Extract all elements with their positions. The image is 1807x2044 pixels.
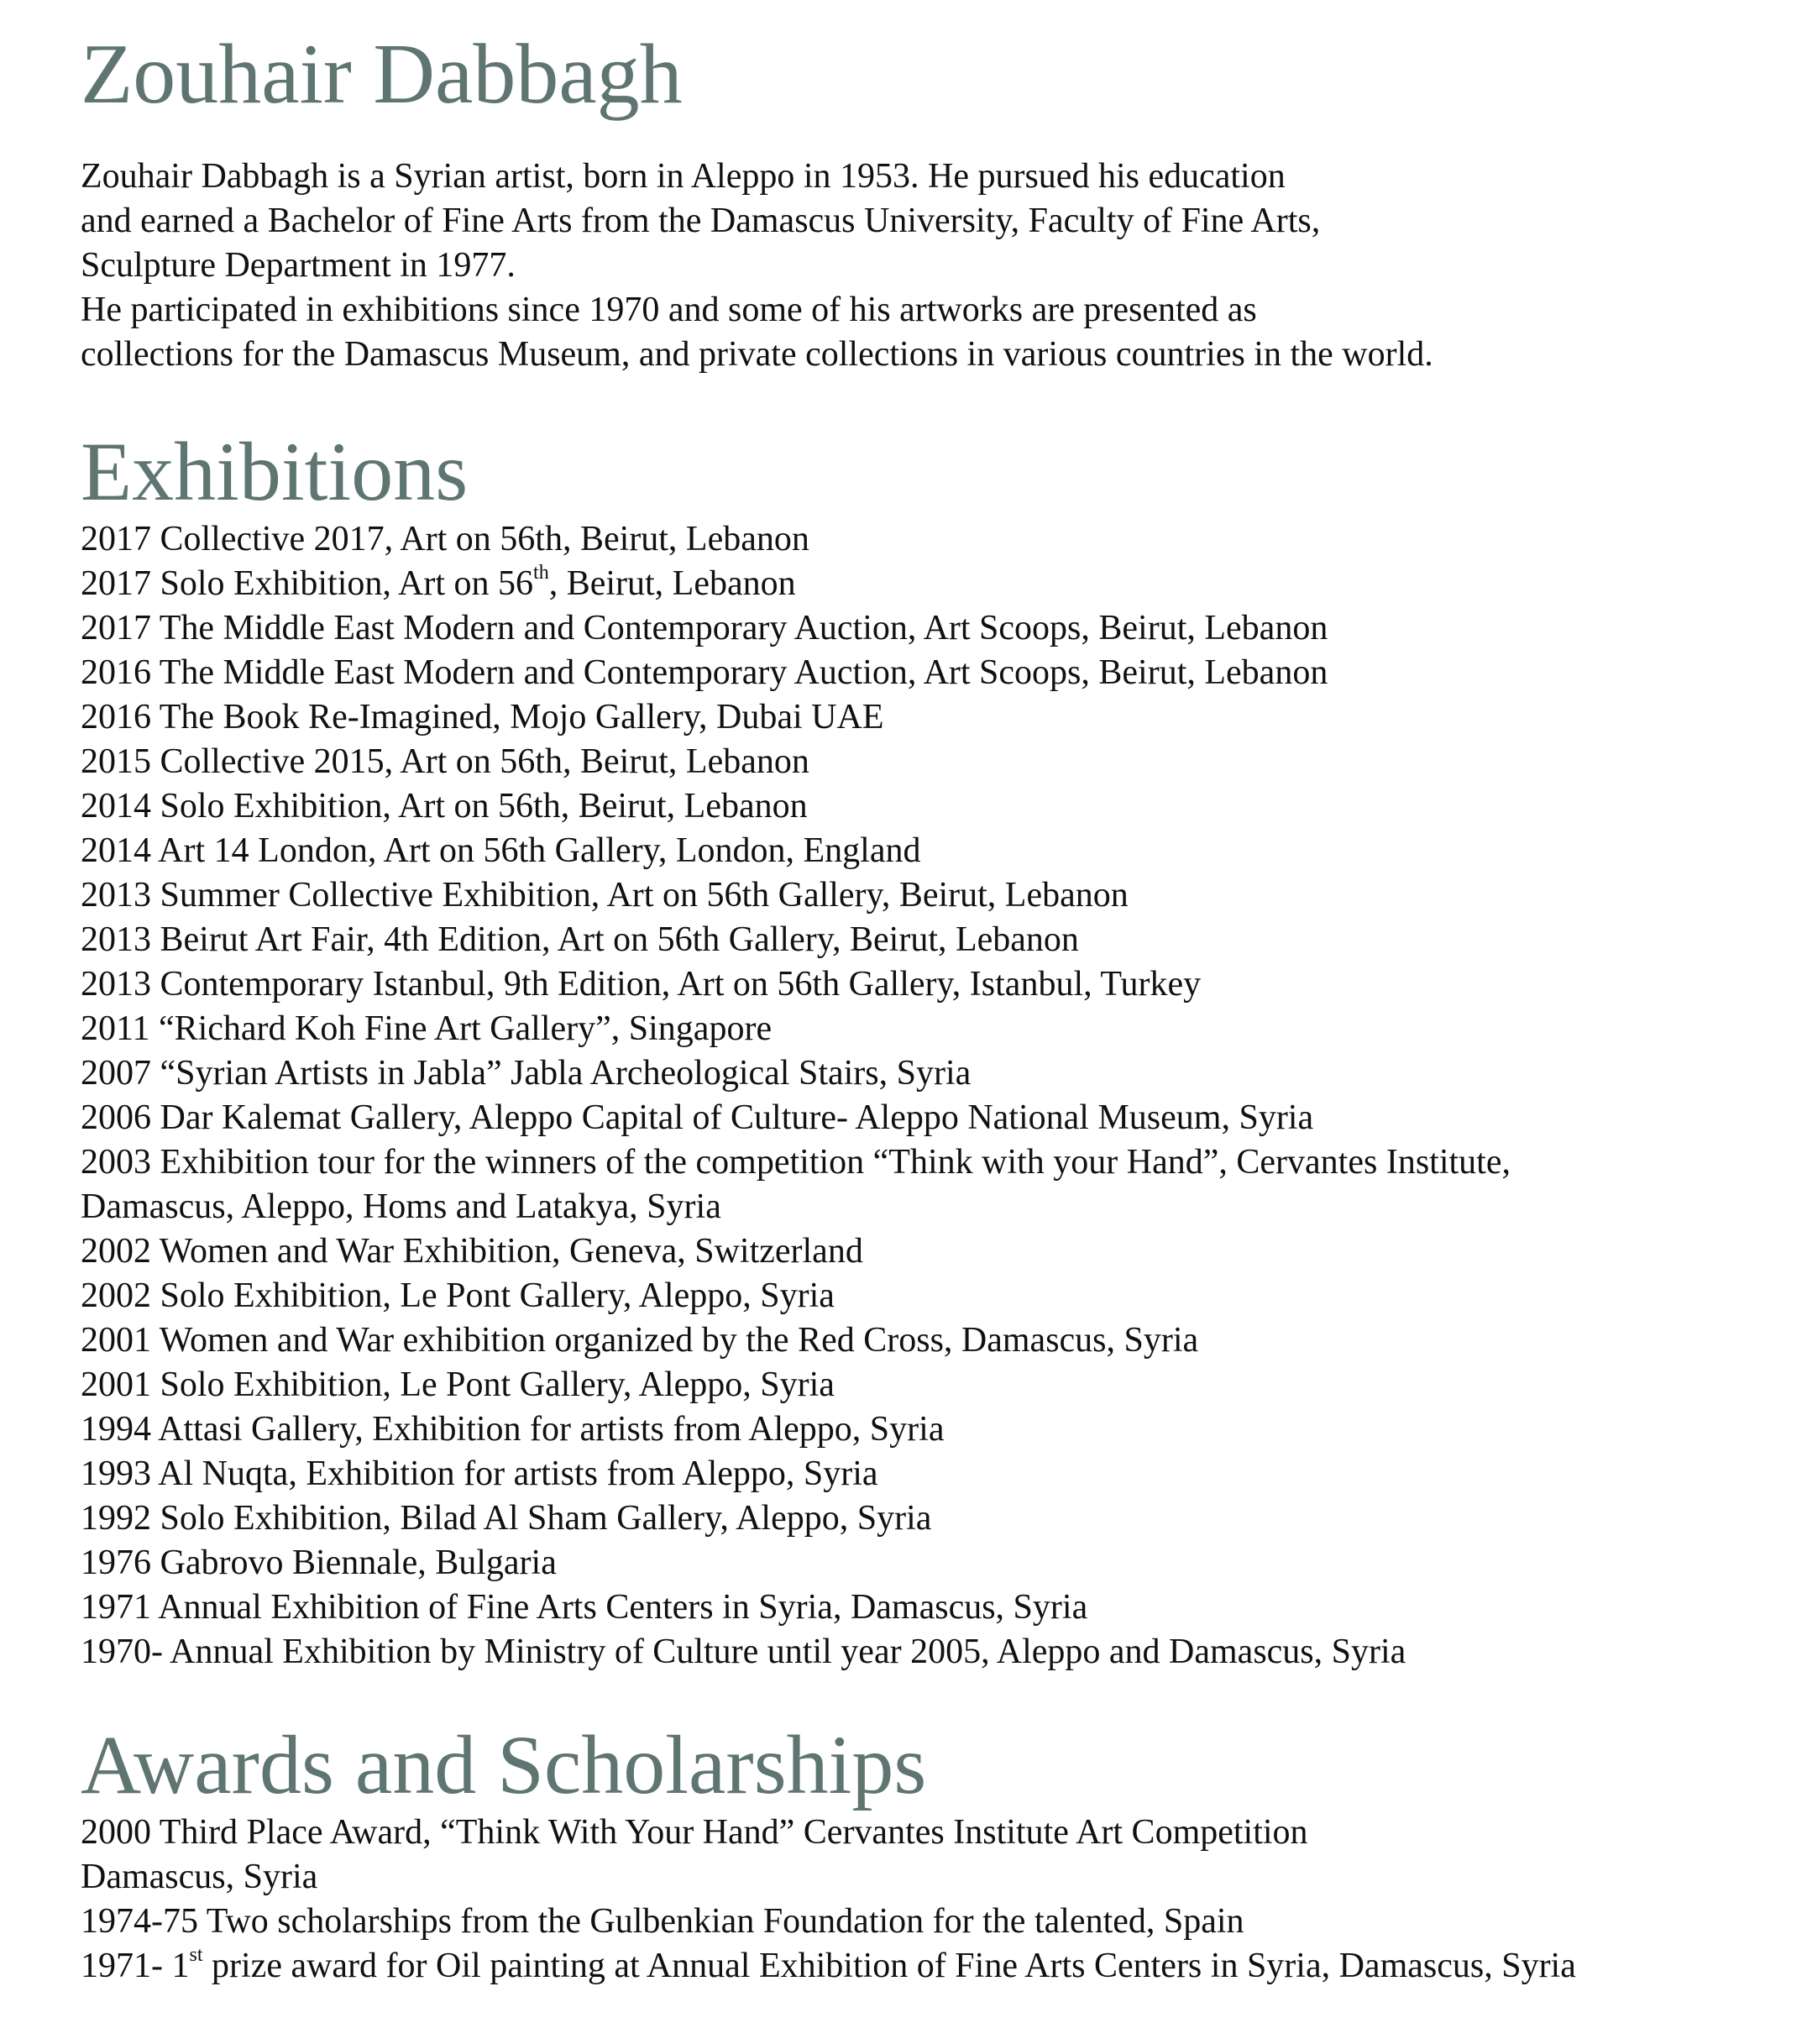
bio-line: He participated in exhibitions since 1970 and some of his artworks are presented as [81, 291, 1257, 329]
exhibition-item: 2017 The Middle East Modern and Contemporary Auction, Art Scoops, Beirut, Lebanon [81, 609, 1328, 647]
exhibition-item: 2015 Collective 2015, Art on 56th, Beirut, Lebanon [81, 742, 809, 781]
exhibition-item: 2013 Contemporary Istanbul, 9th Edition, Art on 56th Gallery, Istanbul, Turkey [81, 965, 1202, 1004]
exhibition-item: 2001 Women and War exhibition organized by the Red Cross, Damascus, Syria [81, 1321, 1199, 1360]
exhibition-item [81, 562, 1511, 606]
exhibition-item-text: 2003 Exhibition tour for the winners of the competition “Think with your Hand”, Cervantes Institute, [81, 1143, 1511, 1182]
exhibition-item: 2017 Collective 2017, Art on 56th, Beirut, Lebanon [81, 520, 809, 558]
exhibition-item: 2014 Solo Exhibition, Art on 56th, Beirut, Lebanon [81, 787, 808, 825]
award-item: 1974-75 Two scholarships from the Gulbenkian Foundation for the talented, Spain [81, 1902, 1244, 1941]
exhibition-item: 1970- Annual Exhibition by Ministry of Culture until year 2005, Aleppo and Damascus, Syria [81, 1633, 1406, 1671]
award-item [81, 1811, 1576, 1900]
exhibition-item-text: , Beirut, Lebanon [548, 564, 796, 603]
exhibition-item: 1976 Gabrovo Biennale, Bulgaria [81, 1543, 557, 1582]
awards-heading: Awards and Scholarships [81, 1718, 927, 1811]
exhibition-item: 1971 Annual Exhibition of Fine Arts Centers in Syria, Damascus, Syria [81, 1588, 1088, 1627]
exhibition-item: 2014 Art 14 London, Art on 56th Gallery, London, England [81, 831, 921, 870]
exhibition-item-continuation: Damascus, Aleppo, Homs and Latakya, Syria [81, 1187, 721, 1226]
exhibition-item: 2007 “Syrian Artists in Jabla” Jabla Archeological Stairs, Syria [81, 1054, 972, 1093]
page-title: Zouhair Dabbagh [81, 27, 683, 122]
exhibition-item: 1992 Solo Exhibition, Bilad Al Sham Gallery, Aleppo, Syria [81, 1499, 932, 1538]
exhibition-item-text: 2017 Solo Exhibition, Art on 56 [81, 564, 534, 603]
bio-line: and earned a Bachelor of Fine Arts from the Damascus University, Faculty of Fine Arts, [81, 202, 1321, 240]
bio-line: Sculpture Department in 1977. [81, 246, 516, 285]
exhibitions-heading: Exhibitions [81, 425, 469, 518]
exhibition-item: 2001 Solo Exhibition, Le Pont Gallery, Aleppo, Syria [81, 1365, 835, 1404]
award-item [81, 1944, 1576, 1989]
ordinal-superscript: st [189, 1944, 203, 1966]
ordinal-superscript: th [533, 562, 549, 584]
exhibitions-list [81, 517, 1511, 1675]
exhibition-item [81, 1140, 1511, 1229]
award-item-continuation: Damascus, Syria [81, 1858, 318, 1896]
exhibition-item: 2013 Beirut Art Fair, 4th Edition, Art on 56th Gallery, Beirut, Lebanon [81, 920, 1079, 959]
bio-line: collections for the Damascus Museum, and private collections in various countries in the world. [81, 335, 1433, 374]
bio-line: Zouhair Dabbagh is a Syrian artist, born in Aleppo in 1953. He pursued his education [81, 157, 1286, 196]
exhibition-item: 1994 Attasi Gallery, Exhibition for artists from Aleppo, Syria [81, 1410, 945, 1449]
biography [81, 155, 1433, 377]
award-item-text: prize award for Oil painting at Annual Exhibition of Fine Arts Centers in Syria, Damascus, Syria [202, 1947, 1576, 1985]
exhibition-item: 2016 The Book Re-Imagined, Mojo Gallery, Dubai UAE [81, 698, 884, 736]
exhibition-item: 2002 Solo Exhibition, Le Pont Gallery, Aleppo, Syria [81, 1276, 835, 1315]
exhibition-item: 2006 Dar Kalemat Gallery, Aleppo Capital of Culture- Aleppo National Museum, Syria [81, 1098, 1314, 1137]
awards-list [81, 1811, 1576, 1989]
exhibition-item: 2016 The Middle East Modern and Contemporary Auction, Art Scoops, Beirut, Lebanon [81, 653, 1328, 692]
exhibition-item: 2002 Women and War Exhibition, Geneva, Switzerland [81, 1232, 863, 1271]
exhibition-item: 2013 Summer Collective Exhibition, Art on 56th Gallery, Beirut, Lebanon [81, 876, 1129, 915]
exhibition-item: 1993 Al Nuqta, Exhibition for artists from Aleppo, Syria [81, 1454, 878, 1493]
award-item-text: 1971- 1 [81, 1947, 190, 1985]
award-item-text: 2000 Third Place Award, “Think With Your Hand” Cervantes Institute Art Competition [81, 1813, 1308, 1852]
exhibition-item: 2011 “Richard Koh Fine Art Gallery”, Singapore [81, 1009, 773, 1048]
